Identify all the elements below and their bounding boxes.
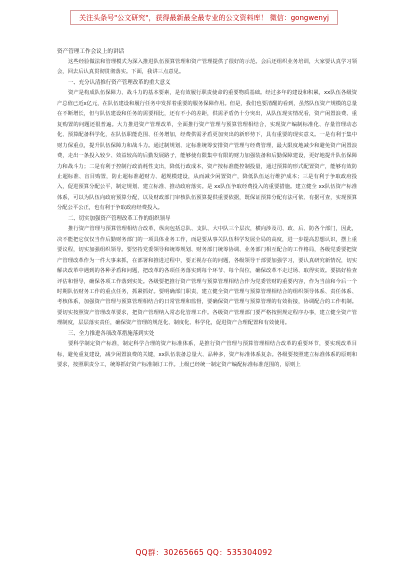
header-banner (70, 10, 338, 25)
header-banner-text: 关注头条号"公文研究"，获得最新最全最专业的公文资料库！ 微信：gongwenyj (79, 13, 329, 22)
section1-paragraph: 资产是构成队伍保障力、战斗力的基本要素，是有效履行职责使命的重要物质基础。经过多年的建设和积累，xx队伍各级资产总值已近x亿元，在队伍建设和履行任务中发挥着重要的服务保障作用。但是，我们也要清醒的看到，虽然队伍资产规模的总量在不断增长，但与队伍建设和任务的需要相比，还有不小的差距，供需矛盾仍十分突出，从队伍现实情况看，资产闲置浪费、重复购置的问题还很普遍。大力推进资产管理改革，全面推行资产管理与预算管理相结合，实现资产编制标准化、存量管理动态化、预算配备科学化，在队伍职能范围、任务增加，经费供需矛盾更加突出的新形势下，具有重要的现实意义。一是有利于集中财力保重点，提升队伍保障力和战斗力。通过制规划、定标准统筹安排资产管理与经费管理，最大限度地减少和避免资产闲置浪费，走出一条投入较少、效益较高的后勤发展路子，能够使有限集中有限的财力加强装备和后勤保障建设，更好地提升队伍保障力和战斗力；二是有利于控制行政消耗性支出，降低行政成本，资产按标准能控制投量，通过预算的形式配置资产，能够有效防止超标准、盲目购置，防止超标准超财力、超规模建设，从而减少闲置资产，降低队伍运行维护成本；三是有利于争取政府投入，促进预算分配公平，制定规划、建立标准、推动政府落实。是 xx队伍争取经费投入的重要措施。建立健全 xx队伍资产标准体系，可以为队伍向政府预算分配，以及财政部门审核队伍预算提供重要依据，既保证预算分配有法可依、有据可查，实现预算分配公平公正，也有利于争取政府经费投入。 (57, 90, 357, 212)
section2-paragraph: 推行资产管理与预算管理相结合改革，纵向包括总队、支队、大中队三个层次，横向涉及司、政、后、防各个部门，因此，决不能把它仅仅当作后勤财务部门的一项具体业务工作，而是要从事关队伍科学发展全局的高度，进一步提高思想认识，摆上重要议程，切实加强组织领导。要坚持党委领导和统筹规划、财务部门统筹协调、业务部门相互配合的工作格局，各级党委要把资产管理改革作为一件大事来抓，在部署和推进过程中，要正视存在的问题，各级领导干部要加强学习，要认真研究新情况，切实解决改革中遇到的各种矛盾和问题，把改革的各项任务落实到每个环节、每个岗位，确保改革不走过场、取得实效。要搞好检查评估和督导，确保各项工作落到实处。各级要把推行资产管理与预算管理相结合作为党委管财的重要内容，作为当前和今后一个时期队伍财务工作的重点任务，抓紧抓好。要明确部门职责，建立健全资产管理与预算管理相结合的组织领导体系、责任体系、考核体系，加强资产管理与预算管理相结合的日常管理和监督，要确保资产管理与预算管理的有效衔接，协调配合的工作机制。要切实按照资产管理改革要求，把资产管理纳入常态化管理工作。各级资产管理部门要严格按照规定程序办事，建立健全资产管理制度，层层落实责任，确保资产管理的规范化、制度化、科学化，促进资产合理配置和有效使用。 (57, 226, 357, 327)
intro-paragraph: 这些经验做法和管理模式为深入推进队伍预算管理和资产管理提供了很好的示范。会后还组织业务培训，大家要认真学习领会，回去后认真贯彻贯彻落实。下面，我讲三点意见。 (57, 59, 357, 76)
document-body (57, 48, 357, 371)
document-title: 资产管理工作会议上的讲话 (57, 49, 125, 55)
section3-paragraph: 要科学制定资产标准，制定科学合理的资产标准体系，是推行资产管理与预算管理相结合改革的重要环节，要实现改革目标，避免重复建设，减少闲置浪费的关键，xx队伍装备总量大、品种多，资产标准体系复杂。各级要按照建立标准体系的原则和要求，按照职责分工，统筹抓好资产标准制订工作。上级已经统一制定资产编配标准标准范围的，原则上 (57, 341, 357, 369)
footer-contact: QQ群：30265665 QQ：535304092 (135, 548, 273, 557)
footer (0, 540, 408, 559)
section1-heading: 一、充分认清推行资产管理改革的重大意义 (68, 79, 171, 86)
section3-heading: 三、全力推进各项改革措施落到实处 (68, 330, 155, 337)
section2-heading: 二、切实加强资产管理改革工作的组织领导 (68, 215, 171, 222)
